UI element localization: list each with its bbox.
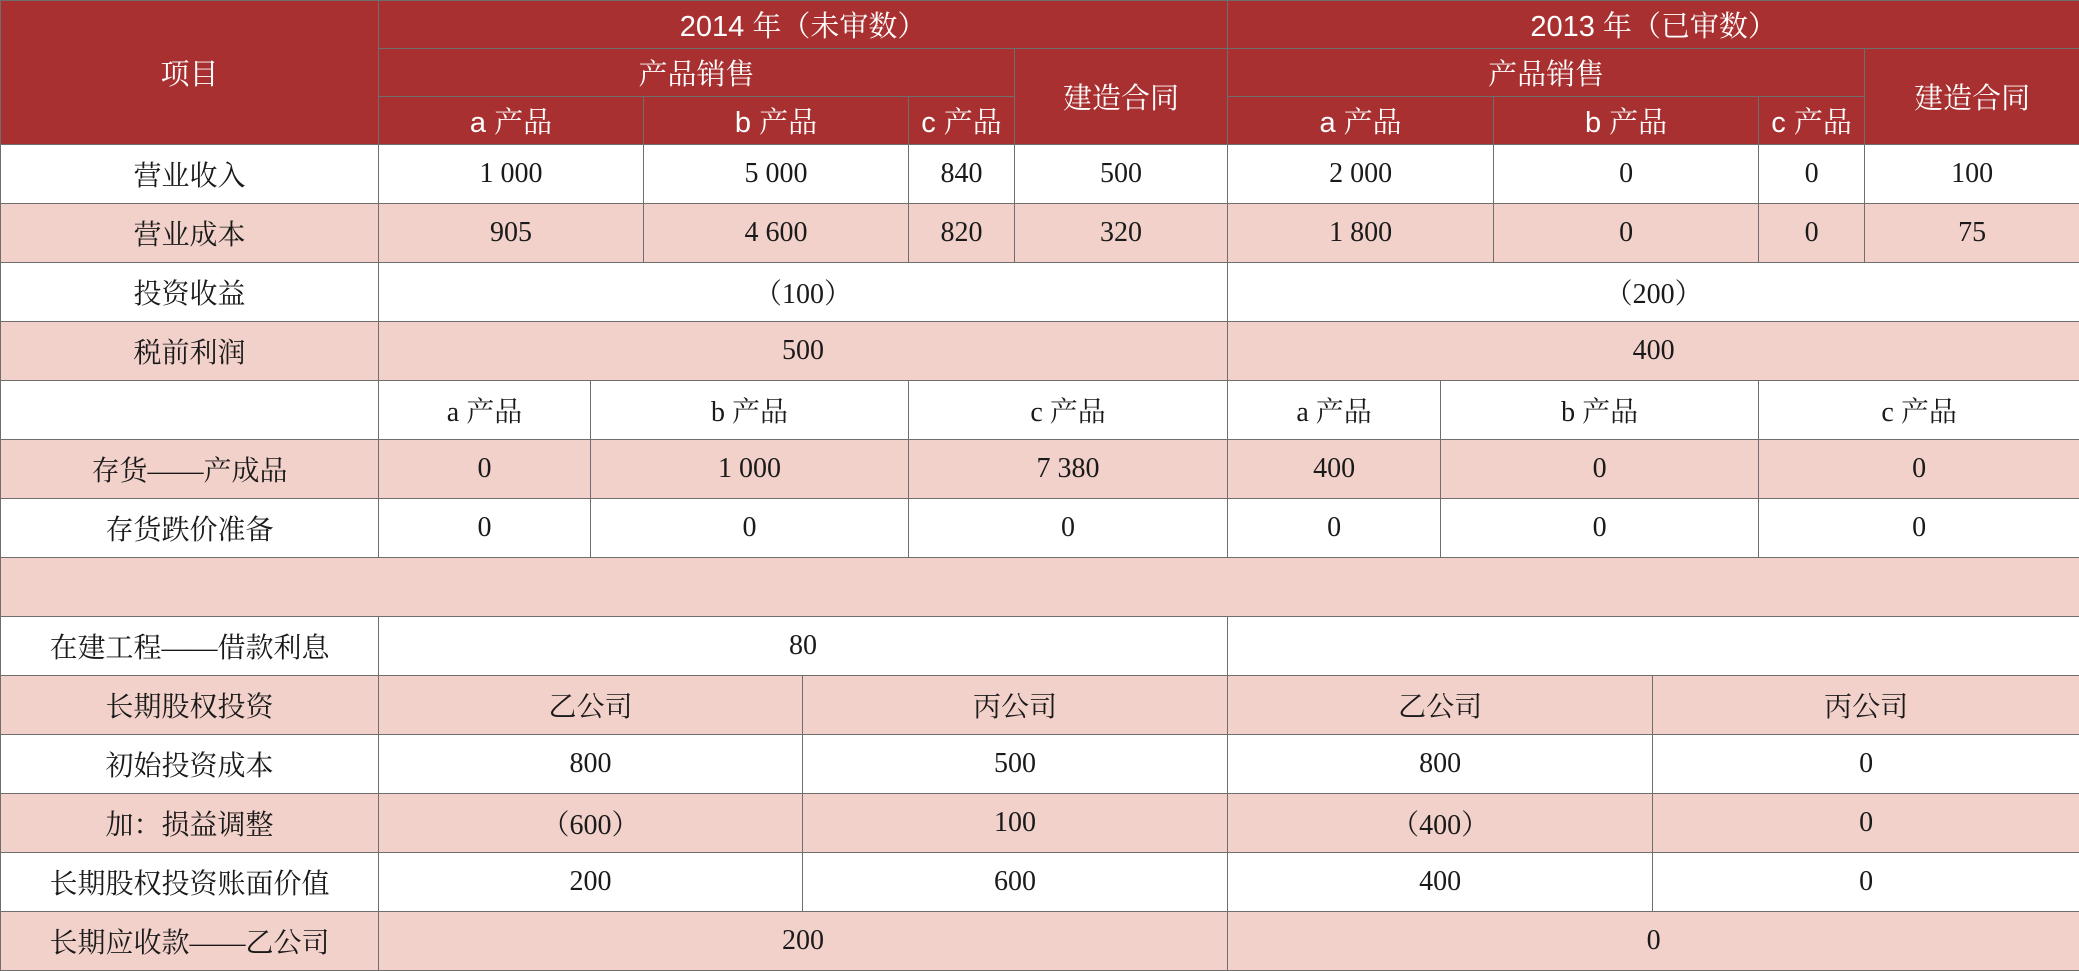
header-product-sales-2013: 产品销售 — [1228, 49, 1865, 97]
table-header — [1, 1, 2079, 145]
table-row-cost — [1, 204, 2079, 263]
table-cell: 500 — [803, 735, 1228, 794]
table-cell: 0 — [909, 499, 1228, 558]
table-cell: 1 800 — [1228, 204, 1494, 263]
table-cell: 905 — [379, 204, 644, 263]
row-label: 营业成本 — [1, 204, 379, 263]
row-label: 营业收入 — [1, 145, 379, 204]
table-cell: 0 — [379, 499, 591, 558]
table-cell: 0 — [1759, 204, 1865, 263]
table-row-adjustment — [1, 794, 2079, 853]
table-row-pretax-profit — [1, 322, 2079, 381]
header-item: 项目 — [1, 1, 379, 145]
table-cell: （100） — [379, 263, 1228, 322]
table-cell: 0 — [379, 440, 591, 499]
table-cell: 800 — [1228, 735, 1653, 794]
table-cell: 丙公司 — [1653, 676, 2079, 735]
table-body — [1, 145, 2079, 971]
table-cell: （600） — [379, 794, 803, 853]
table-cell: （400） — [1228, 794, 1653, 853]
row-label: 加：损益调整 — [1, 794, 379, 853]
row-label — [1, 381, 379, 440]
row-label: 初始投资成本 — [1, 735, 379, 794]
table-cell: 820 — [909, 204, 1015, 263]
header-b-product-2013: b 产品 — [1494, 97, 1759, 145]
row-label: 投资收益 — [1, 263, 379, 322]
table-cell: 320 — [1015, 204, 1228, 263]
table-row-initial-cost — [1, 735, 2079, 794]
table-cell: 0 — [1228, 499, 1441, 558]
table-cell: 0 — [1653, 794, 2079, 853]
table-row-lt-receivable — [1, 912, 2079, 971]
table-cell: 7 380 — [909, 440, 1228, 499]
table-cell: c 产品 — [909, 381, 1228, 440]
table-cell — [1228, 617, 2079, 676]
header-a-product-2014: a 产品 — [379, 97, 644, 145]
table-cell: 500 — [1015, 145, 1228, 204]
table-cell: 0 — [1759, 499, 2079, 558]
header-c-product-2013: c 产品 — [1759, 97, 1865, 145]
table-cell: （200） — [1228, 263, 2079, 322]
table-cell: 0 — [1441, 440, 1759, 499]
table-cell: 0 — [1653, 853, 2079, 912]
table-cell: 乙公司 — [1228, 676, 1653, 735]
row-label: 存货——产成品 — [1, 440, 379, 499]
table-cell: 0 — [591, 499, 909, 558]
table-cell: 4 600 — [644, 204, 909, 263]
row-label: 长期股权投资 — [1, 676, 379, 735]
table-cell: 600 — [803, 853, 1228, 912]
table-cell: 80 — [379, 617, 1228, 676]
header-construction-contract-2014: 建造合同 — [1015, 49, 1228, 145]
table-cell: 75 — [1865, 204, 2079, 263]
table-cell: 400 — [1228, 322, 2079, 381]
table-cell: a 产品 — [1228, 381, 1441, 440]
header-construction-contract-2013: 建造合同 — [1865, 49, 2079, 145]
header-a-product-2013: a 产品 — [1228, 97, 1494, 145]
table-cell: 200 — [379, 912, 1228, 971]
table-row-separator — [1, 558, 2079, 617]
table-cell: 400 — [1228, 440, 1441, 499]
table-cell: 0 — [1759, 440, 2079, 499]
header-year-2013: 2013 年（已审数） — [1228, 1, 2079, 49]
table-cell: 800 — [379, 735, 803, 794]
header-c-product-2014: c 产品 — [909, 97, 1015, 145]
table-row-lt-equity-investment — [1, 676, 2079, 735]
table-row-book-value — [1, 853, 2079, 912]
table-cell: 200 — [379, 853, 803, 912]
row-label: 长期股权投资账面价值 — [1, 853, 379, 912]
table-cell: 2 000 — [1228, 145, 1494, 204]
table-row-revenue — [1, 145, 2079, 204]
table-cell: 100 — [1865, 145, 2079, 204]
table-cell: b 产品 — [1441, 381, 1759, 440]
table-cell: b 产品 — [591, 381, 909, 440]
table-cell: 500 — [379, 322, 1228, 381]
row-label: 长期应收款——乙公司 — [1, 912, 379, 971]
header-year-2014: 2014 年（未审数） — [379, 1, 1228, 49]
header-product-sales-2014: 产品销售 — [379, 49, 1015, 97]
table-cell: a 产品 — [379, 381, 591, 440]
row-label: 在建工程——借款利息 — [1, 617, 379, 676]
table-row-inventory — [1, 440, 2079, 499]
table-row-inventory-reserve — [1, 499, 2079, 558]
table-cell: 1 000 — [379, 145, 644, 204]
table-row-construction-interest — [1, 617, 2079, 676]
table-cell: 0 — [1494, 145, 1759, 204]
table-cell: 0 — [1228, 912, 2079, 971]
table-row-investment-income — [1, 263, 2079, 322]
table-cell: 丙公司 — [803, 676, 1228, 735]
separator-cell — [1, 558, 2079, 617]
table-cell: c 产品 — [1759, 381, 2079, 440]
table-cell: 0 — [1759, 145, 1865, 204]
table-cell: 0 — [1653, 735, 2079, 794]
table-row-product-subheader — [1, 381, 2079, 440]
table-cell: 400 — [1228, 853, 1653, 912]
table-cell: 5 000 — [644, 145, 909, 204]
table-cell: 100 — [803, 794, 1228, 853]
header-b-product-2014: b 产品 — [644, 97, 909, 145]
row-label: 税前利润 — [1, 322, 379, 381]
row-label: 存货跌价准备 — [1, 499, 379, 558]
table-cell: 0 — [1494, 204, 1759, 263]
table-cell: 840 — [909, 145, 1015, 204]
table-cell: 乙公司 — [379, 676, 803, 735]
table-cell: 0 — [1441, 499, 1759, 558]
table-cell: 1 000 — [591, 440, 909, 499]
